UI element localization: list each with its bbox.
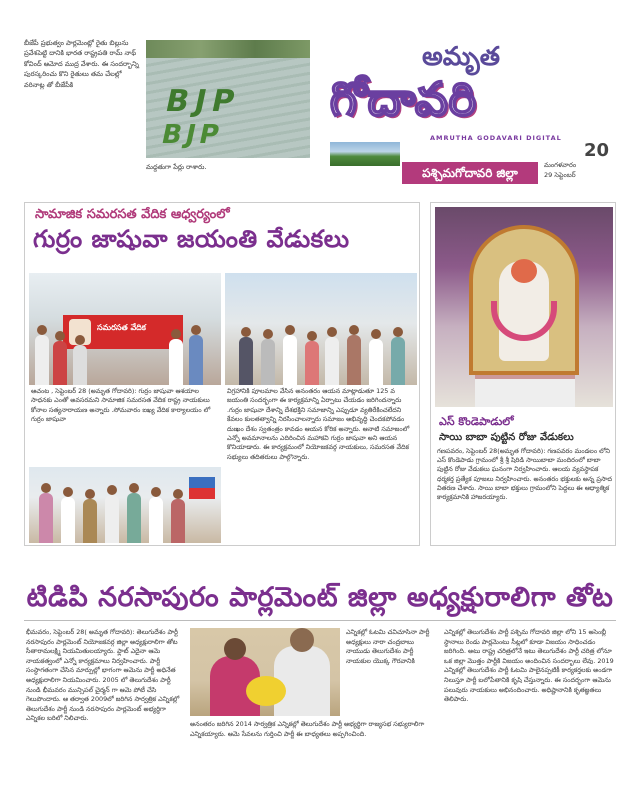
event-text-col1: ఆచంట , సెప్టెంబర్ 28 (అమృత గోదావరి): గుర్రం జాషువా ఆశయాల సాధనకు ఎంతో అవసరమని సామాజిక సమరసత వేదిక రాష్ట్ర నాయకులు కోనాల సత్యనారాయణ అన్నారు .సోమవారం ఐఖ్య వేదిక కార్యాలయం లో గుర్రం జాషువా bbox=[31, 387, 211, 424]
person bbox=[127, 493, 141, 543]
person bbox=[35, 335, 49, 385]
top-story bbox=[24, 38, 310, 188]
party-president bbox=[274, 646, 330, 716]
event-subtitle: సామాజిక సమరసత వేదిక ఆధ్వర్యంలో bbox=[35, 207, 230, 222]
temple-title-2: సాయి బాబా పుట్టిన రోజు వేడుకలు bbox=[439, 432, 574, 443]
flower-bouquet bbox=[246, 676, 286, 706]
person bbox=[189, 335, 203, 385]
main-story-col2-continued: అనంతరం జరిగిన 2014 సార్వత్రిక ఎన్నికల్లో తెలుగుదేశం పార్టీ అభ్యర్థిగా రాజ్యసభ సభ్యురాలిగా ఎన్నికయ్యారు. ఆమె సేవలను గుర్తించి పార్టీ ఈ బాధ్యతలు అప్పగించింది. bbox=[190, 720, 425, 738]
person bbox=[369, 339, 383, 385]
masthead bbox=[322, 38, 616, 188]
person bbox=[149, 497, 163, 543]
leaders-photo bbox=[190, 628, 340, 716]
masthead-digital: AMRUTHA GODAVARI DIGITAL bbox=[430, 134, 562, 142]
temple-story bbox=[430, 202, 616, 546]
issue-weekday: మంగళవారం bbox=[544, 161, 577, 169]
farm-field-photo bbox=[146, 40, 310, 158]
event-photo-garland bbox=[29, 467, 221, 543]
masthead-amrutha: అమృత bbox=[422, 42, 500, 72]
field-lettering-2: BJP bbox=[158, 120, 226, 150]
person bbox=[53, 341, 67, 385]
person bbox=[105, 495, 119, 543]
issue-date-line: 29 సెప్టెంబర్ bbox=[544, 171, 576, 179]
issue-date-big: 20 bbox=[584, 140, 610, 161]
person bbox=[169, 339, 183, 385]
event-photo-banner bbox=[29, 273, 221, 385]
people-group bbox=[225, 323, 417, 385]
masthead-landscape bbox=[330, 142, 400, 166]
person bbox=[261, 339, 275, 385]
person bbox=[171, 499, 185, 543]
main-story-col3: ఎన్నికల్లో తెలుగుదేశం పార్టీ పశ్చిమ గోదావరి జిల్లా లోని 15 అసెంబ్లీ స్థానాలు రెండు పార్లమెంటు సీట్లలో కూడా విజయం సాధించడం జరిగింది. అటు రాష్ట్ర చరిత్రలోనే ఇటు తెలుగుదేశం పార్టీ చరిత్ర లోనూ ఒక జిల్లా మొత్తం పార్టీకి విజయం అందించిన సందర్భాలు లేవు. 2019 ఎన్నికల్లో తెలుగుదేశం పార్టీ ఓటమి పాలైనప్పటికీ కార్యకర్తలకు అండగా నిలుస్తూ పార్టీ బలోపేతానికి కృషి చేస్తున్నారు. ఈ సందర్భంగా ఆమెను పలువురు నాయకులు అభినందించారు. అధిష్టానానికి కృతజ్ఞతలు తెలిపారు. bbox=[444, 628, 614, 704]
person bbox=[325, 337, 339, 385]
main-story-col1: భీమవరం, సెప్టెంబర్ 28( అమృత గోదావరి): తెలుగుదేశం పార్టీ నరసాపురం పార్లమెంట్ నియోజకవర్గ జిల్లా అధ్యక్షురాలిగా తోట సీతారామలక్ష్మి నియమితులయ్యారు. ఫ్లాట్ ఎదైనా ఆమె నాయకత్వంలో ఎన్నో కార్యక్రమాలు నిర్వహించారు. పార్టీ సంస్థాగతంగా చేసిన మార్పుల్లో భాగంగా ఆమెను పార్టీ అధినేత అధ్యక్షురాలిగా నియమించారు. 2005 లో తెలుగుదేశం పార్టీ నుండి భీమవరం మున్సిపల్ చైర్మన్ గా ఆమె పోటీ చేసి గెలుపొందారు. ఆ తర్వాత 2009లో జరిగిన సార్వత్రిక ఎన్నికల్లో తెలుగుదేశం పార్టీ నుండి నరసాపురం పార్లమెంట్ అభ్యర్థిగా ఎన్నికల బరిలో నిలిచారు. bbox=[26, 628, 180, 723]
event-photo-group bbox=[225, 273, 417, 385]
field-lettering-1: BJP bbox=[162, 84, 244, 119]
person bbox=[283, 335, 297, 385]
people-group bbox=[29, 481, 221, 543]
person bbox=[347, 335, 361, 385]
person bbox=[73, 345, 87, 385]
tree-line bbox=[146, 40, 310, 58]
headline-divider bbox=[24, 620, 616, 621]
person bbox=[39, 493, 53, 543]
event-story bbox=[24, 202, 420, 546]
people-group bbox=[29, 323, 221, 385]
temple-text: గణపవరం, సెప్టెంబర్ 28(అమృత గోదావరి): గణపవరం మండలం లోని ఎస్ కొండెపాడు గ్రామంలో శ్రీ శ్రీ షిరిడి సాయిబాబా మందిరంలో బాబా పుట్టిన రోజు వేడుకలు ఘనంగా నిర్వహించారు. ఆలయ వ్యవస్థాపక ధర్మకర్త ప్రత్యేక పూజలు నిర్వహించారు. అనంతరం భక్తులకు అన్న ప్రసాద వితరణ చేశారు. సాయి బాబా భక్తులు గ్రామంలోని పెద్దలు ఈ ఆధ్యాత్మిక కార్యక్రమానికి హాజరయ్యారు. bbox=[437, 447, 613, 502]
person bbox=[239, 337, 253, 385]
shrine-pedestal bbox=[475, 375, 575, 407]
person bbox=[391, 337, 405, 385]
main-headline: టిడిపి నరసాపురం పార్లమెంట్ జిల్లా అధ్యక్షురాలిగా తోట bbox=[26, 582, 614, 613]
top-story-caption: మద్దతుగా పేర్లు రాశారు. bbox=[146, 163, 207, 171]
masthead-godavari: గోదావరి bbox=[330, 72, 478, 126]
district-banner: పశ్చిమగోదావరి జిల్లా bbox=[402, 162, 538, 184]
person bbox=[305, 341, 319, 385]
banner-text: సమరసత వేదిక bbox=[97, 323, 146, 332]
top-story-text: బీజేపీ ప్రభుత్వం పార్లమెంట్లో రైతు బిల్లును ప్రవేశపెట్టి దానికి భారత రాష్ట్రపతి రామ్ నాథ్ కోవింద్ ఆమోద ముద్ర వేశారు. ఈ సందర్భాన్ని పురస్కరించు కొని రైతులు తమ చేలల్లో వరినాట్ల తో బీజేపీకి bbox=[24, 39, 139, 89]
person bbox=[61, 497, 75, 543]
issue-date bbox=[544, 140, 614, 180]
person bbox=[83, 499, 97, 543]
temple-title-1: ఎస్ కొండెపాడులో bbox=[439, 415, 514, 428]
main-story-col2: ఎన్నికల్లో ఓటమి చవిచూసినా పార్టీ అధ్యక్షులు నారా చంద్రబాబు నాయుడు తెలుగుదేశం పార్టీ నాయకుల యొక్క గౌరవానికి bbox=[346, 628, 430, 665]
event-title: గుర్రం జాషువా జయంతి వేడుకలు bbox=[33, 225, 350, 253]
temple-photo bbox=[435, 207, 613, 407]
event-text-col2: విగ్రహానికి పూలమాల వేసిన అనంతరం ఆయన మాట్లాడుతూ 125 వ జయంతి సందర్భంగా ఈ కార్యక్రమాన్ని ఏర్పాటు చేయడం జరిగిందన్నారు .గుర్రం జాషువా దేశాన్ని దేశభక్తిని సమాజాన్ని ఎప్పుడూ వ్యతిరేకించలేదని కేవలం కులతత్వాన్ని నిరసించాలన్నారు సమాజం అభివృద్ధి చెందకపోవడం దుఃఖం దేశం స్వతంత్రం కావడం ఆయన కోరిక అన్నారు. ఆనాటి సమాజంలో ఎన్నో అవమానాలను ఎదిరించిన మహాకవి గుర్రం జాషువా అని ఆయన కొనియాడారు. ఈ కార్యక్రమంలో నియోజకవర్గ నాయకులు, సమరసత వేదిక సభ్యులు తదితరులు పాల్గొన్నారు. bbox=[227, 387, 410, 461]
